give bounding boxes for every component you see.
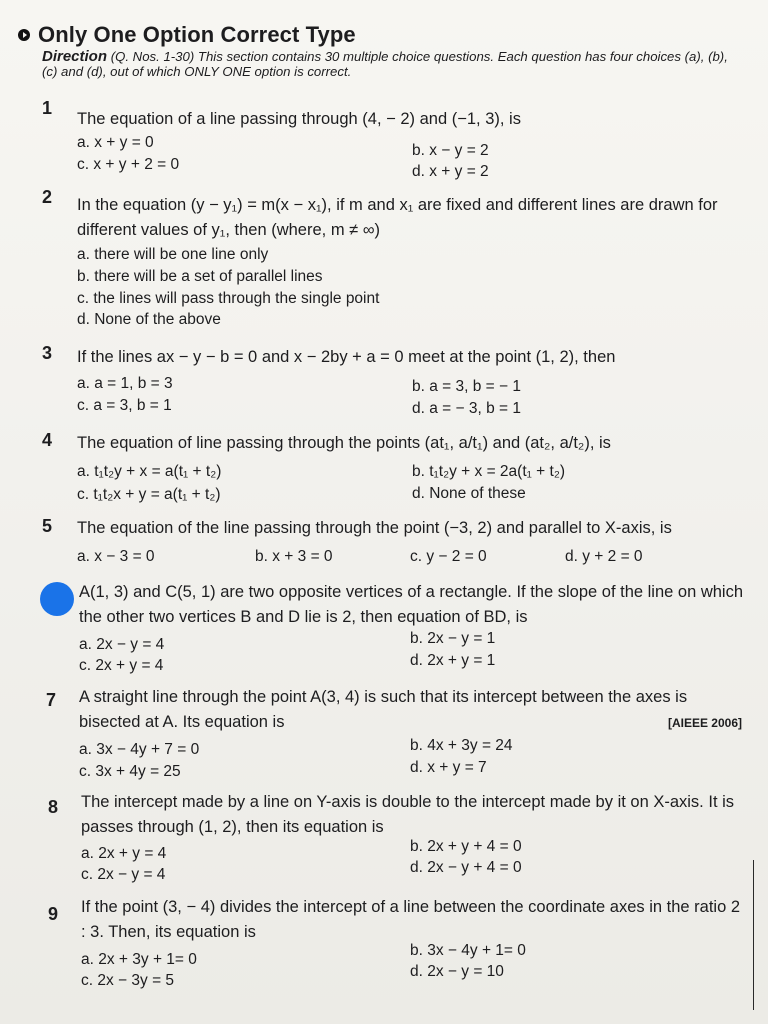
option-c[interactable]: c. 3x + 4y = 25	[79, 763, 181, 780]
option-c[interactable]: c. 2x + y = 4	[79, 657, 164, 674]
question-text: In the equation (y − y₁) = m(x − x₁), if m and x₁ are fixed and different lines are drawn for different values of y₁, then (where, m ≠ ∞)	[77, 196, 718, 239]
option-b[interactable]: b. x − y = 2	[412, 142, 489, 159]
question-text: If the point (3, − 4) divides the intercept of a line between the coordinate axes in the ratio 2 : 3. Then, its equation is	[81, 898, 741, 941]
option-a[interactable]: a. 3x − 4y + 7 = 0	[79, 741, 200, 758]
option-c[interactable]: c. x + y + 2 = 0	[77, 156, 180, 173]
blue-marker-dot	[40, 582, 74, 616]
question-text: The equation of the line passing through the point (−3, 2) and parallel to X-axis, is	[77, 519, 672, 537]
option-a[interactable]: a. 2x − y = 4	[79, 636, 165, 653]
option-d[interactable]: d. a = − 3, b = 1	[412, 400, 522, 417]
question-number: 5	[42, 516, 53, 536]
option-b[interactable]: b. 4x + 3y = 24	[410, 737, 513, 754]
section-header	[18, 22, 356, 48]
option-b[interactable]: b. a = 3, b = − 1	[412, 378, 522, 395]
option-a[interactable]: a. 2x + 3y + 1= 0	[81, 951, 197, 968]
question-number: 3	[42, 343, 53, 363]
question-number: 4	[42, 430, 53, 450]
option-b[interactable]: b. x + 3 = 0	[255, 548, 333, 565]
question-number: 1	[42, 98, 53, 118]
option-c[interactable]: c. 2x − 3y = 5	[81, 972, 175, 989]
question-number: 7	[46, 690, 57, 710]
question-text: The equation of a line passing through (4, − 2) and (−1, 3), is	[77, 110, 521, 128]
option-b[interactable]: b. t₁t₂y + x = 2a(t₁ + t₂)	[412, 463, 566, 480]
option-b[interactable]: b. 3x − 4y + 1= 0	[410, 942, 526, 959]
option-a[interactable]: a. there will be one line only	[77, 246, 269, 263]
question-text: A straight line through the point A(3, 4) is such that its intercept between the axes is bisected at A. Its equation is	[79, 688, 688, 731]
direction-text: (Q. Nos. 1-30) This section contains 30 multiple choice questions. Each question has four choices (a), (b), (c) and (d), out of which ONLY ONE option is correct.	[42, 49, 728, 79]
option-d[interactable]: d. x + y = 2	[412, 163, 489, 180]
option-d[interactable]: d. 2x − y = 10	[410, 963, 504, 980]
exam-tag: [AIEEE 2006]	[667, 716, 742, 730]
option-c[interactable]: c. the lines will pass through the single point	[77, 290, 380, 307]
option-c[interactable]: c. y − 2 = 0	[410, 548, 487, 565]
option-a[interactable]: a. a = 1, b = 3	[77, 375, 173, 392]
option-d[interactable]: d. 2x + y = 1	[410, 652, 496, 669]
option-c[interactable]: c. t₁t₂x + y = a(t₁ + t₂)	[77, 486, 221, 503]
question-text: If the lines ax − y − b = 0 and x − 2by + a = 0 meet at the point (1, 2), then	[77, 348, 616, 366]
section-title: Only One Option Correct Type	[38, 22, 356, 47]
direction-label: Direction	[42, 48, 108, 65]
margin-rule	[753, 860, 754, 1010]
option-d[interactable]: d. None of the above	[77, 311, 221, 328]
option-b[interactable]: b. there will be a set of parallel lines	[77, 268, 323, 285]
option-d[interactable]: d. y + 2 = 0	[565, 548, 643, 565]
option-c[interactable]: c. 2x − y = 4	[81, 866, 166, 883]
question-number: 2	[42, 187, 53, 207]
option-b[interactable]: b. 2x + y + 4 = 0	[410, 838, 522, 855]
question-text: A(1, 3) and C(5, 1) are two opposite vertices of a rectangle. If the slope of the line on which the other two vertices B and D lie is 2, then equation of BD, is	[79, 583, 744, 626]
question-text: The intercept made by a line on Y-axis is double to the intercept made by it on X-axis. It is passes through (1, 2), then its equation is	[81, 793, 735, 836]
option-d[interactable]: d. 2x − y + 4 = 0	[410, 859, 522, 876]
direction-note	[42, 49, 732, 79]
question-number: 8	[48, 797, 59, 817]
option-a[interactable]: a. x + y = 0	[77, 134, 154, 151]
option-a[interactable]: a. x − 3 = 0	[77, 548, 155, 565]
option-b[interactable]: b. 2x − y = 1	[410, 630, 496, 647]
option-d[interactable]: d. x + y = 7	[410, 759, 487, 776]
play-bullet-icon	[18, 29, 30, 41]
question-text: The equation of line passing through the points (at₁, a/t₁) and (at₂, a/t₂), is	[77, 434, 611, 452]
question-number: 9	[48, 904, 59, 924]
option-a[interactable]: a. 2x + y = 4	[81, 845, 167, 862]
option-d[interactable]: d. None of these	[412, 485, 526, 502]
option-c[interactable]: c. a = 3, b = 1	[77, 397, 172, 414]
option-a[interactable]: a. t₁t₂y + x = a(t₁ + t₂)	[77, 463, 222, 480]
